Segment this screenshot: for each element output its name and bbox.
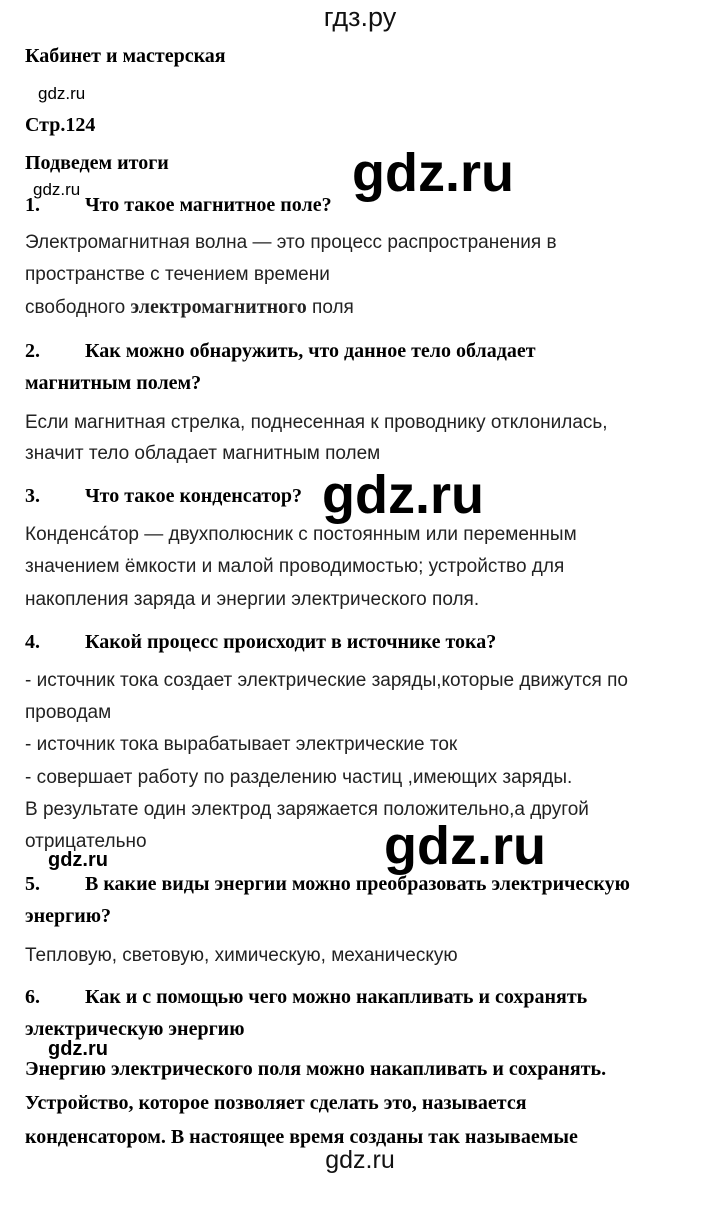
site-footer: gdz.ru bbox=[325, 1146, 395, 1174]
question-text-continued: магнитным полем? bbox=[25, 372, 202, 394]
question-text: Как и с помощью чего можно накапливать и сохранять bbox=[85, 986, 588, 1008]
question-number: 2. bbox=[25, 340, 40, 362]
watermark-small-3: gdz.ru bbox=[48, 849, 108, 871]
question-number: 4. bbox=[25, 631, 40, 653]
answer-line: Если магнитная стрелка, поднесенная к проводнику отклонилась, bbox=[25, 412, 608, 433]
answer-line bbox=[25, 296, 354, 319]
question-text: Какой процесс происходит в источнике тока? bbox=[85, 631, 497, 653]
question-number: 6. bbox=[25, 986, 40, 1008]
answer-bold-term: электромагнитного bbox=[130, 296, 307, 318]
watermark-big-1: gdz.ru bbox=[352, 143, 514, 203]
question-4 bbox=[25, 631, 715, 657]
document-title: Кабинет и мастерская bbox=[25, 45, 226, 67]
answer-line: Тепловую, световую, химическую, механическую bbox=[25, 945, 458, 966]
watermark-small-2: gdz.ru bbox=[33, 180, 81, 199]
watermark-big-3: gdz.ru bbox=[384, 816, 546, 876]
answer-line: конденсатором. В настоящее время созданы так называемые bbox=[25, 1126, 578, 1148]
watermark-big-2: gdz.ru bbox=[322, 465, 484, 525]
watermark-small-4: gdz.ru bbox=[48, 1038, 108, 1060]
section-heading: Подведем итоги bbox=[25, 152, 169, 174]
question-text: Что такое магнитное поле? bbox=[85, 194, 332, 216]
answer-line: Конденса́тор — двухполюсник с постоянным или переменным bbox=[25, 524, 577, 545]
answer-line: В результате один электрод заряжается положительно,а другой bbox=[25, 799, 589, 820]
question-number: 3. bbox=[25, 485, 40, 507]
answer-line: - источник тока создает электрические заряды,которые движутся по bbox=[25, 670, 628, 691]
question-text-continued: электрическую энергию bbox=[25, 1018, 245, 1040]
answer-fragment: свободного bbox=[25, 297, 131, 318]
answer-line: - источник тока вырабатывает электрические ток bbox=[25, 734, 458, 755]
answer-fragment: поля bbox=[306, 297, 354, 318]
answer-line: значением ёмкости и малой проводимостью; устройство для bbox=[25, 556, 565, 577]
answer-line: проводам bbox=[25, 702, 112, 723]
answer-line: значит тело обладает магнитным полем bbox=[25, 443, 381, 464]
question-text: В какие виды энергии можно преобразовать электрическую bbox=[85, 873, 630, 895]
answer-line: Устройство, которое позволяет сделать это, называется bbox=[25, 1092, 527, 1114]
question-text-continued: энергию? bbox=[25, 905, 112, 927]
answer-line: Энергию электрического поля можно накапливать и сохранять. bbox=[25, 1058, 607, 1080]
question-6 bbox=[25, 986, 715, 1012]
watermark-small-1: gdz.ru bbox=[38, 84, 86, 103]
question-text: Что такое конденсатор? bbox=[85, 485, 303, 507]
question-1 bbox=[25, 194, 715, 220]
answer-line: Электромагнитная волна — это процесс распространения в bbox=[25, 232, 557, 253]
answer-line: отрицательно bbox=[25, 831, 147, 852]
question-number: 1. bbox=[25, 194, 40, 216]
question-2 bbox=[25, 340, 715, 366]
question-5 bbox=[25, 873, 715, 899]
answer-line: пространстве с течением времени bbox=[25, 264, 330, 285]
page-reference: Стр.124 bbox=[25, 114, 96, 136]
question-number: 5. bbox=[25, 873, 40, 895]
answer-line: накопления заряда и энергии электрического поля. bbox=[25, 589, 480, 610]
site-header: гдз.ру bbox=[323, 2, 397, 32]
question-text: Как можно обнаружить, что данное тело обладает bbox=[85, 340, 536, 362]
answer-line: - совершает работу по разделению частиц ,имеющих заряды. bbox=[25, 767, 573, 788]
